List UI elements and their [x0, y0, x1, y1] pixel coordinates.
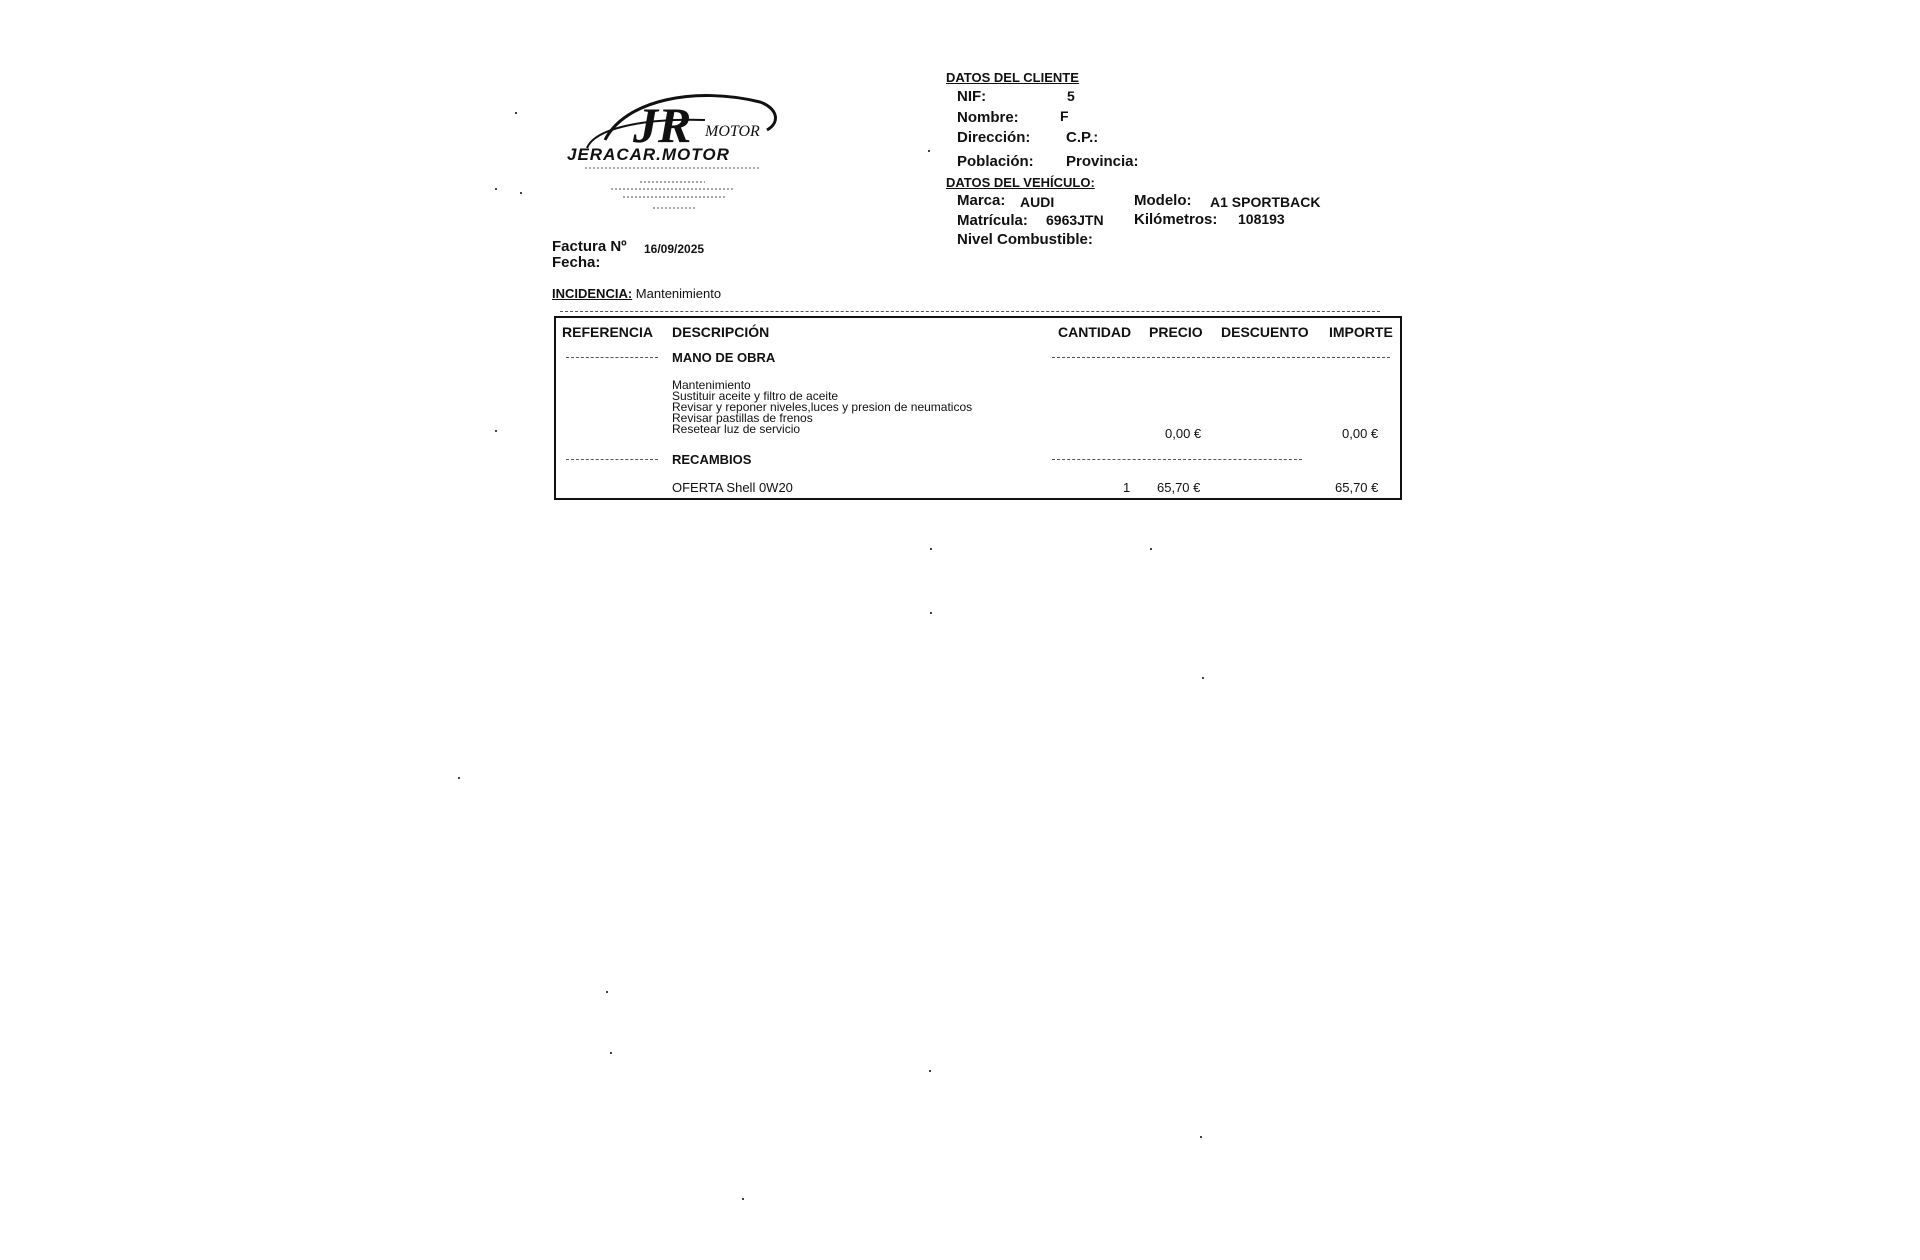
nombre-label: Nombre: [957, 109, 1019, 126]
col-descuento: DESCUENTO [1221, 324, 1309, 340]
logo-mark: JR [633, 97, 692, 153]
col-importe: IMPORTE [1329, 324, 1393, 340]
incidencia-row [552, 286, 721, 301]
company-name: JERACAR.MOTOR [567, 145, 730, 164]
company-logo [555, 78, 805, 228]
parts-importe: 65,70 € [1335, 480, 1379, 495]
nif-label: NIF: [957, 88, 987, 105]
col-descripcion: DESCRIPCIÓN [672, 324, 770, 340]
modelo-label: Modelo: [1134, 192, 1192, 209]
labor-precio: 0,00 € [1165, 426, 1202, 441]
marca-label: Marca: [957, 192, 1006, 209]
modelo-value: A1 SPORTBACK [1210, 194, 1321, 210]
vehicle-section-title: DATOS DEL VEHÍCULO: [946, 175, 1095, 190]
labor-line: Revisar y reponer niveles,luces y presion de neumaticos [672, 400, 973, 414]
matricula-value: 6963JTN [1046, 212, 1104, 228]
parts-section-title: RECAMBIOS [672, 452, 752, 467]
labor-description [672, 380, 972, 435]
parts-description: OFERTA Shell 0W20 [672, 480, 793, 495]
direccion-label: Dirección: [957, 129, 1031, 146]
labor-line: Mantenimiento [672, 378, 751, 392]
provincia-label: Provincia: [1066, 153, 1139, 170]
kilometros-label: Kilómetros: [1134, 211, 1218, 228]
cp-label: C.P.: [1066, 129, 1099, 146]
labor-section-title: MANO DE OBRA [672, 350, 776, 365]
labor-line: Resetear luz de servicio [672, 422, 801, 436]
incidencia-value: Mantenimiento [635, 286, 722, 301]
poblacion-label: Población: [957, 153, 1034, 170]
incidencia-label: INCIDENCIA: [552, 286, 633, 301]
matricula-label: Matrícula: [957, 212, 1028, 229]
logo-motor: MOTOR [705, 123, 760, 140]
client-section-title: DATOS DEL CLIENTE [946, 70, 1079, 85]
fecha-label: Fecha: [552, 254, 601, 271]
combustible-label: Nivel Combustible: [957, 231, 1093, 248]
col-precio: PRECIO [1149, 324, 1203, 340]
kilometros-value: 108193 [1238, 211, 1285, 227]
nif-value: 5 [1067, 88, 1075, 104]
parts-cantidad: 1 [1123, 480, 1131, 495]
labor-importe: 0,00 € [1342, 426, 1379, 441]
items-table [554, 316, 1402, 500]
labor-line: Revisar pastillas de frenos [672, 411, 813, 425]
marca-value: AUDI [1020, 194, 1055, 210]
labor-line: Sustituir aceite y filtro de aceite [672, 389, 839, 403]
nombre-value: F [1060, 108, 1069, 124]
col-cantidad: CANTIDAD [1058, 324, 1132, 340]
parts-precio: 65,70 € [1157, 480, 1201, 495]
col-referencia: REFERENCIA [562, 324, 654, 340]
factura-label: Factura Nº [552, 238, 627, 255]
factura-value: 16/09/2025 [644, 242, 705, 256]
